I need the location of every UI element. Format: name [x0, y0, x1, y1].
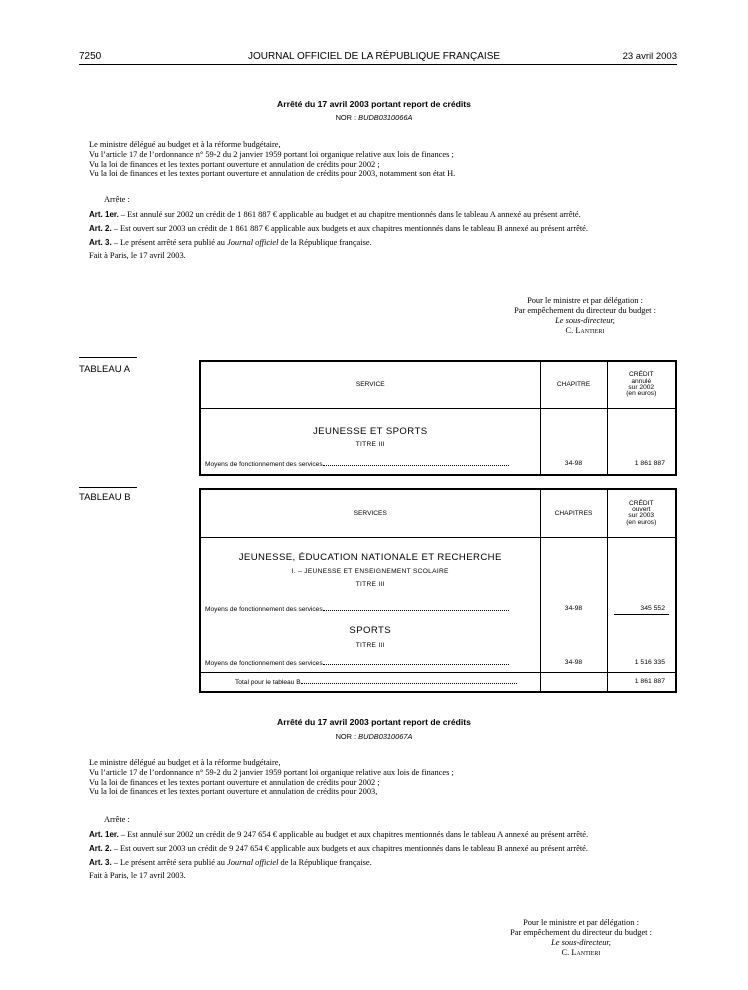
col-header-services: SERVICES [200, 489, 540, 537]
section-title: JEUNESSE, ÉDUCATION NATIONALE ET RECHERCHE [238, 551, 502, 563]
decree1-arrete: Arrête : [104, 195, 130, 204]
table-row: Moyens de fonctionnement des services [205, 460, 537, 468]
subtotal-rule [614, 614, 670, 615]
decree1-title: Arrêté du 17 avril 2003 portant report de crédits [277, 99, 471, 109]
article-3: Art. 3. – Le présent arrêté sera publié au Journal officiel de la République française. [89, 857, 372, 867]
decree2-nor-code: BUDB0310067A [358, 732, 413, 741]
titre-label: TITRE III [355, 440, 385, 448]
titre-label: TITRE III [355, 580, 385, 588]
col-header-credit: CRÉDIT ouvert sur 2003 (en euros) [607, 489, 676, 537]
preamble-line: Vu l’article 17 de l’ordonnance n° 59-2 du 2 janvier 1959 portant loi organique relative aux lois de finances ; [89, 767, 454, 777]
article-1: Art. 1er. – Est annulé sur 2002 un crédit de 9 247 654 € applicable au budget et aux chapitres mentionnés dans le tableau A annexé au présent arrêté. [89, 830, 589, 839]
tableau-b [199, 488, 677, 693]
tableau-a [199, 360, 677, 476]
titre-label: TITRE III [355, 641, 385, 649]
article-2: Art. 2. – Est ouvert sur 2003 un crédit de 9 247 654 € applicable aux budgets et aux chapitres mentionnés dans le tableau B annexé au présent arrêté. [89, 843, 588, 853]
total-row: Total pour le tableau B [200, 673, 540, 692]
section-title: JEUNESSE ET SPORTS [312, 425, 428, 437]
header-rule [79, 64, 677, 65]
table-row: Moyens de fonctionnement des services [205, 605, 537, 613]
total-amount-cell: 1 861 887 [607, 673, 676, 692]
decree1-nor: NOR : BUDB0310066A [335, 113, 413, 122]
amount-cell: 1 861 887 [607, 408, 676, 475]
done-at: Fait à Paris, le 17 avril 2003. [89, 251, 186, 261]
preamble-line: Vu la loi de finances et les textes portant ouverture et annulation de crédits pour 2003, notamment son état H. [89, 169, 456, 179]
tableau-a-rule [79, 357, 137, 358]
chapitres-cell: 34-98 34-98 [540, 537, 607, 673]
col-header-chapitres: CHAPITRES [540, 489, 607, 537]
table-row: Moyens de fonctionnement des services [205, 659, 537, 667]
amount-cell: 345 552 1 516 335 [607, 537, 676, 673]
preamble-line: Vu la loi de finances et les textes portant ouverture et annulation de crédits pour 2003, [89, 787, 378, 797]
article-1: Art. 1er. – Est annulé sur 2002 un crédit de 1 861 887 € applicable au budget et au chapitre mentionnés dans le tableau A annexé au présent arrêté. [89, 210, 581, 219]
article-2: Art. 2. – Est ouvert sur 2003 un crédit de 1 861 887 € applicable aux budgets et aux chapitres mentionnés dans le tableau B annexé au présent arrêté. [89, 223, 588, 233]
tableau-a-label: TABLEAU A [79, 364, 131, 375]
decree2-preamble [79, 758, 677, 797]
preamble-line: Le ministre délégué au budget et à la réforme budgétaire, [89, 140, 281, 149]
tableau-b-label: TABLEAU B [79, 492, 131, 503]
article-3: Art. 3. – Le présent arrêté sera publié au Journal officiel de la République française. [89, 237, 372, 247]
section-subtitle: I. – JEUNESSE ET ENSEIGNEMENT SCOLAIRE [291, 567, 449, 575]
issue-date: 23 avril 2003 [622, 51, 677, 62]
tableau-b-rule [79, 487, 137, 488]
chapitre-cell: 34-98 [540, 408, 607, 475]
col-header-credit: CRÉDIT annulé sur 2002 (en euros) [607, 361, 676, 408]
decree2-nor: NOR : BUDB0310067A [335, 732, 413, 741]
col-header-chapitre: CHAPITRE [540, 361, 607, 408]
decree2-arrete: Arrête : [104, 815, 130, 824]
decree1-nor-code: BUDB0310066A [358, 113, 413, 122]
col-header-service: SERVICE [200, 361, 540, 408]
preamble-line: Le ministre délégué au budget et à la réforme budgétaire, [89, 758, 281, 767]
decree2-articles [79, 830, 677, 881]
journal-title: JOURNAL OFFICIEL DE LA RÉPUBLIQUE FRANÇAISE [247, 51, 501, 62]
preamble-line: Vu la loi de finances et les textes portant ouverture et annulation de crédits pour 2002 ; [89, 777, 380, 787]
decree2-signature: Pour le ministre et par délégation : Par empêchement du directeur du budget : Le sous-directeur, C. Lantieri [510, 918, 652, 957]
section-title: SPORTS [349, 624, 392, 636]
decree1-signature: Pour le ministre et par délégation : Par empêchement du directeur du budget : Le sous-directeur, C. Lantieri [514, 296, 656, 335]
decree1-articles [79, 210, 677, 261]
preamble-line: Vu l’article 17 de l’ordonnance n° 59-2 du 2 janvier 1959 portant loi organique relative aux lois de finances ; [89, 149, 454, 159]
done-at: Fait à Paris, le 17 avril 2003. [89, 871, 186, 881]
decree2-title: Arrêté du 17 avril 2003 portant report de crédits [277, 717, 471, 727]
decree1-preamble [79, 140, 677, 179]
preamble-line: Vu la loi de finances et les textes portant ouverture et annulation de crédits pour 2002 ; [89, 159, 380, 169]
services-cell [200, 537, 540, 673]
page-number: 7250 [79, 51, 102, 62]
service-cell [200, 408, 540, 475]
